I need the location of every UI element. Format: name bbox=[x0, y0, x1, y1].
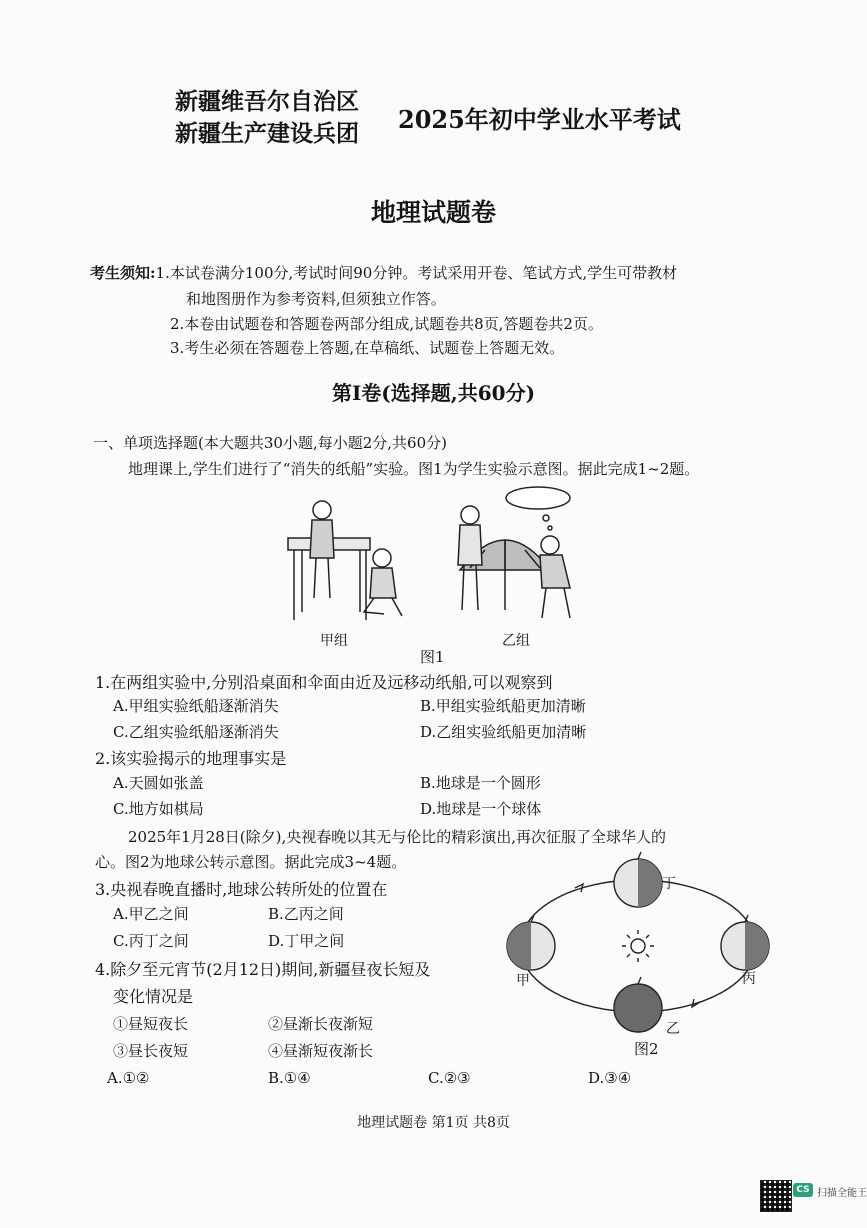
qr-code-icon bbox=[760, 1180, 792, 1212]
intro-2-line-2: 心。图2为地球公转示意图。据此完成3~4题。 bbox=[95, 853, 407, 871]
q2-option-b[interactable]: B.地球是一个圆形 bbox=[420, 774, 541, 792]
earth-position-yi bbox=[614, 977, 662, 1032]
q4-stem-line-1: 4.除夕至元宵节(2月12日)期间,新疆昼夜长短及 bbox=[95, 960, 431, 979]
q1-option-a[interactable]: A.甲组实验纸船逐渐消失 bbox=[113, 697, 279, 715]
fig1-caption: 图1 bbox=[420, 648, 445, 666]
earth-position-bing bbox=[721, 915, 769, 970]
fig1-label-yi: 乙组 bbox=[502, 633, 530, 649]
q3-option-c[interactable]: C.丙丁之间 bbox=[113, 932, 189, 950]
q4-statement-2: ②昼渐长夜渐短 bbox=[268, 1015, 374, 1033]
q3-option-a[interactable]: A.甲乙之间 bbox=[113, 905, 189, 923]
figure-1-illustration bbox=[280, 480, 600, 630]
notice-item-1: 1.本试卷满分100分,考试时间90分钟。考试采用开卷、笔试方式,学生可带教材 bbox=[155, 264, 678, 282]
fig2-caption: 图2 bbox=[634, 1040, 659, 1058]
q2-option-a[interactable]: A.天圆如张盖 bbox=[113, 774, 204, 792]
fig2-label-bing: 丙 bbox=[742, 971, 756, 987]
section-title: 第Ⅰ卷(选择题,共60分) bbox=[331, 381, 536, 405]
region-line-1: 新疆维吾尔自治区 bbox=[175, 88, 359, 115]
q2-option-d[interactable]: D.地球是一个球体 bbox=[420, 800, 542, 818]
q4-stem-line-2: 变化情况是 bbox=[113, 987, 194, 1006]
q2-stem: 2.该实验揭示的地理事实是 bbox=[95, 749, 287, 768]
intro-2-line-1: 2025年1月28日(除夕),央视春晚以其无与伦比的精彩演出,再次征服了全球华人的 bbox=[128, 828, 667, 846]
sun-icon bbox=[622, 930, 654, 962]
q1-stem: 1.在两组实验中,分别沿桌面和伞面由近及远移动纸船,可以观察到 bbox=[95, 673, 553, 692]
q1-option-b[interactable]: B.甲组实验纸船更加清晰 bbox=[420, 697, 586, 715]
scanner-logo-icon: CS bbox=[793, 1183, 813, 1197]
region-names bbox=[175, 86, 359, 150]
q3-option-d[interactable]: D.丁甲之间 bbox=[268, 932, 345, 950]
q4-option-b[interactable]: B.①④ bbox=[268, 1069, 311, 1087]
intro-1: 地理课上,学生们进行了“消失的纸船”实验。图1为学生实验示意图。据此完成1~2题。 bbox=[128, 460, 700, 478]
q4-option-a[interactable]: A.①② bbox=[107, 1069, 150, 1087]
figure-2-orbit-diagram bbox=[495, 850, 785, 1045]
notice-label: 考生须知: bbox=[90, 264, 156, 282]
q4-option-c[interactable]: C.②③ bbox=[428, 1069, 471, 1087]
notice-line-1 bbox=[90, 262, 677, 283]
q1-option-c[interactable]: C.乙组实验纸船逐渐消失 bbox=[113, 723, 279, 741]
earth-position-jia bbox=[507, 915, 555, 970]
region-line-2: 新疆生产建设兵团 bbox=[175, 120, 359, 147]
q2-option-c[interactable]: C.地方如棋局 bbox=[113, 800, 204, 818]
notice-item-3: 3.考生必须在答题卷上答题,在草稿纸、试题卷上答题无效。 bbox=[170, 339, 565, 357]
paper-title: 地理试题卷 bbox=[370, 198, 496, 227]
exam-name: 2025年初中学业水平考试 bbox=[398, 105, 681, 134]
part-heading: 一、单项选择题(本大题共30小题,每小题2分,共60分) bbox=[93, 434, 447, 452]
q1-option-d[interactable]: D.乙组实验纸船更加清晰 bbox=[420, 723, 587, 741]
q4-statement-1: ①昼短夜长 bbox=[113, 1015, 189, 1033]
q4-statement-4: ④昼渐短夜渐长 bbox=[268, 1042, 374, 1060]
notice-item-2: 2.本卷由试题卷和答题卷两部分组成,试题卷共8页,答题卷共2页。 bbox=[170, 315, 603, 333]
fig2-label-ding: 丁 bbox=[662, 876, 676, 892]
q4-statement-3: ③昼长夜短 bbox=[113, 1042, 189, 1060]
page-footer: 地理试题卷 第1页 共8页 bbox=[357, 1115, 510, 1131]
earth-position-ding bbox=[614, 852, 662, 907]
q3-stem: 3.央视春晚直播时,地球公转所处的位置在 bbox=[95, 880, 388, 899]
q4-option-d[interactable]: D.③④ bbox=[588, 1069, 632, 1087]
q3-option-b[interactable]: B.乙丙之间 bbox=[268, 905, 344, 923]
scanner-watermark-text: 扫描全能王 bbox=[817, 1188, 867, 1199]
notice-item-1-cont: 和地图册作为参考资料,但须独立作答。 bbox=[186, 290, 446, 308]
fig2-label-yi: 乙 bbox=[666, 1021, 680, 1037]
fig1-label-jia: 甲组 bbox=[320, 633, 348, 649]
fig2-label-jia: 甲 bbox=[516, 973, 530, 989]
